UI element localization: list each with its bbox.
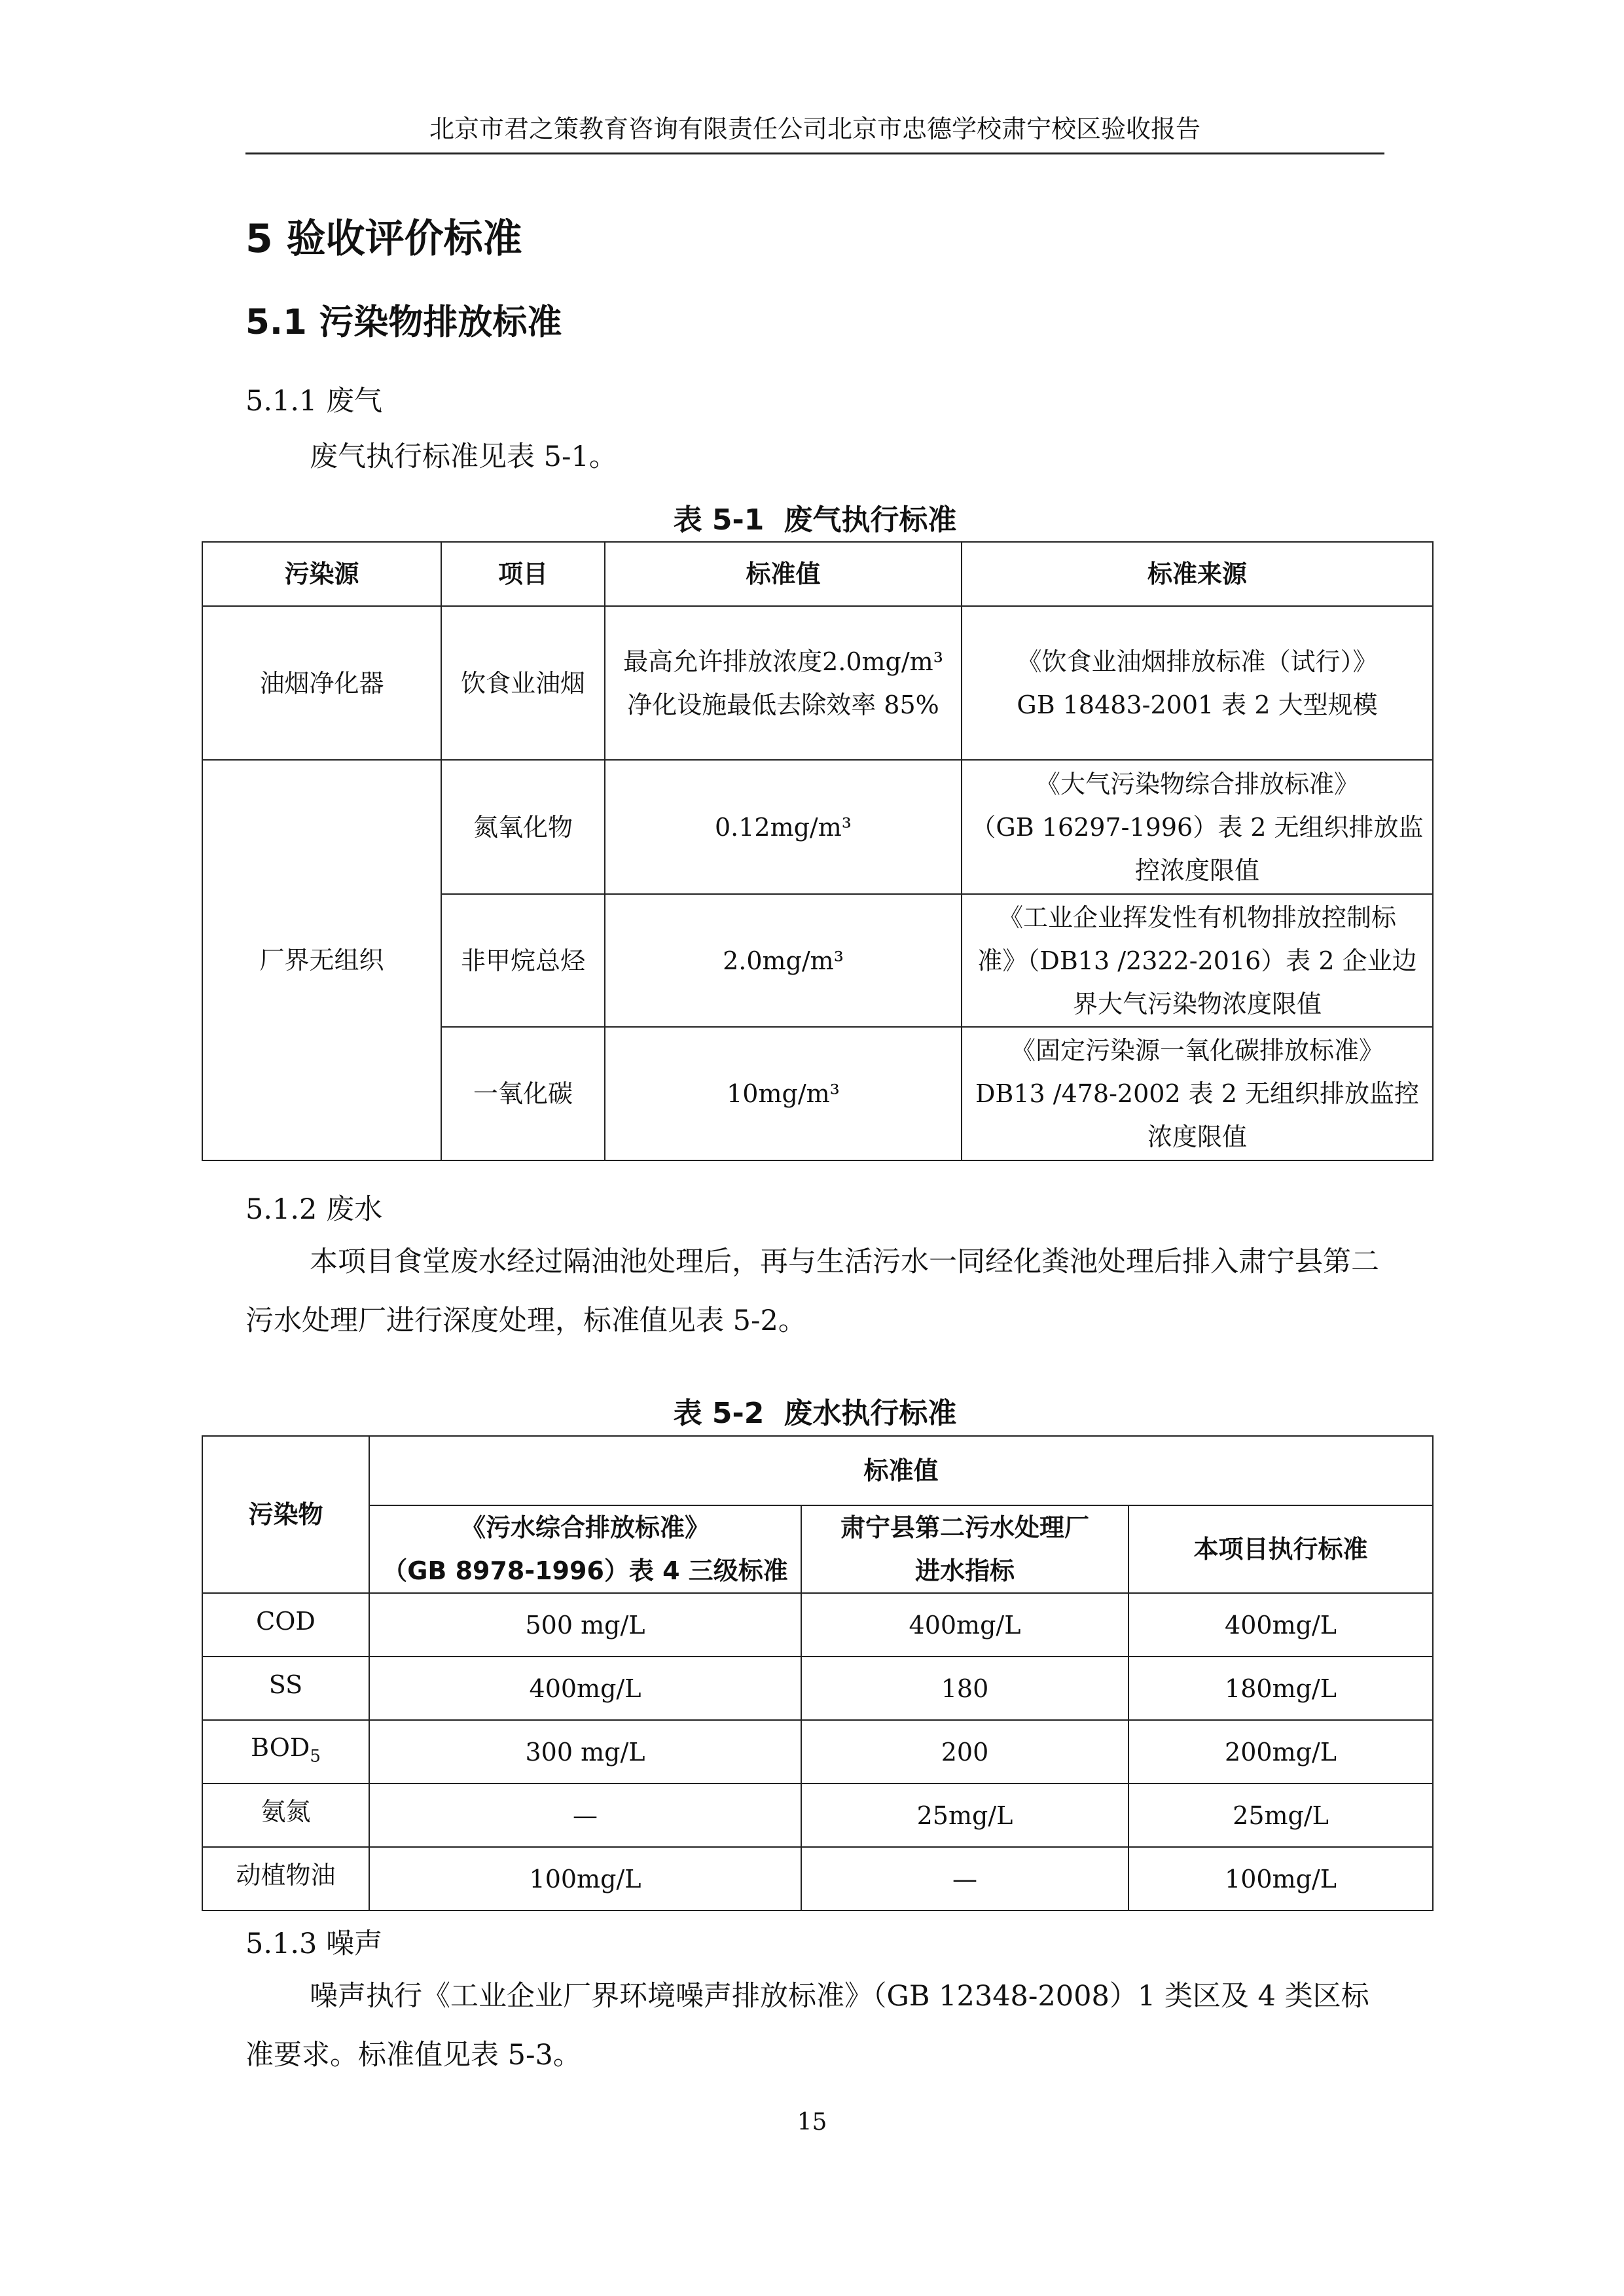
value-cell: 2.0mg/m³ xyxy=(605,894,962,1027)
header-rule xyxy=(245,152,1384,154)
pollutant-cell xyxy=(202,1720,369,1784)
table-row xyxy=(202,606,1433,760)
value-cell: 100mg/L xyxy=(369,1847,801,1910)
value-cell: 300 mg/L xyxy=(369,1720,801,1784)
reference-cell xyxy=(962,894,1433,1027)
value-cell: 10mg/m³ xyxy=(605,1027,962,1160)
header-line: 进水指标 xyxy=(914,1556,1015,1585)
value-cell: 25mg/L xyxy=(801,1784,1128,1847)
table-header-row xyxy=(202,542,1433,606)
value-cell: 400mg/L xyxy=(801,1593,1128,1657)
item-cell: 饮食业油烟 xyxy=(441,606,605,760)
header-cell: 污染物 xyxy=(202,1436,369,1593)
value-cell: 500 mg/L xyxy=(369,1593,801,1657)
value-cell: — xyxy=(369,1784,801,1847)
reference-line: 《大气污染物综合排放标准》 xyxy=(1035,769,1359,798)
table-5-1-title: 废气执行标准 xyxy=(784,503,957,537)
pollutant-name: COD xyxy=(256,1606,316,1636)
reference-line: 《工业企业挥发性有机物排放控制标 xyxy=(998,903,1396,932)
header-cell: 标准值 xyxy=(369,1436,1433,1505)
reference-line: 《饮食业油烟排放标准（试行）》 xyxy=(1017,647,1378,676)
table-row xyxy=(202,1784,1433,1847)
header-cell xyxy=(369,1505,801,1593)
header-cell: 项目 xyxy=(441,542,605,606)
value-cell: 180 xyxy=(801,1657,1128,1720)
table-header-row xyxy=(202,1505,1433,1593)
reference-line: 准》（DB13 /2322-2016）表 2 企业边 xyxy=(977,946,1417,975)
table-5-1-number: 表 5-1 xyxy=(673,503,765,537)
subsection-title: 5.1 污染物排放标准 xyxy=(245,302,562,342)
value-cell: 200mg/L xyxy=(1128,1720,1433,1784)
value-cell: 400mg/L xyxy=(369,1657,801,1720)
reference-line: 《固定污染源一氧化碳排放标准》 xyxy=(1010,1036,1384,1065)
table-row xyxy=(202,1657,1433,1720)
header-line: 肃宁县第二污水处理厂 xyxy=(840,1513,1089,1542)
value-line: 净化设施最低去除效率 85% xyxy=(627,690,939,719)
noise-intro: 噪声执行《工业企业厂界环境噪声排放标准》（GB 12348-2008）1 类区及 4 类区标准要求。标准值见表 5-3。 xyxy=(245,1980,1369,2072)
header-cell: 污染源 xyxy=(202,542,441,606)
table-5-1-caption xyxy=(245,501,1384,540)
value-cell: — xyxy=(801,1847,1128,1910)
running-header: 北京市君之策教育咨询有限责任公司北京市忠德学校肃宁校区验收报告 xyxy=(429,115,1200,143)
value-cell: 0.12mg/m³ xyxy=(605,760,962,894)
value-cell: 200 xyxy=(801,1720,1128,1784)
noise-heading: 5.1.3 噪声 xyxy=(245,1928,383,1960)
value-cell: 400mg/L xyxy=(1128,1593,1433,1657)
reference-line: DB13 /478-2002 表 2 无组织排放监控 xyxy=(975,1079,1420,1108)
reference-cell xyxy=(962,606,1433,760)
table-row xyxy=(202,1593,1433,1657)
header-cell: 标准值 xyxy=(605,542,962,606)
item-cell: 氮氧化物 xyxy=(441,760,605,894)
value-cell: 180mg/L xyxy=(1128,1657,1433,1720)
header-cell xyxy=(801,1505,1128,1593)
water-standard-table xyxy=(202,1435,1434,1911)
pollutant-name: BOD xyxy=(251,1732,310,1762)
source-cell: 油烟净化器 xyxy=(202,606,441,760)
value-cell xyxy=(605,606,962,760)
pollutant-cell xyxy=(202,1657,369,1720)
source-cell: 厂界无组织 xyxy=(202,760,441,1160)
reference-cell xyxy=(962,1027,1433,1160)
table-row xyxy=(202,1847,1433,1910)
table-row xyxy=(202,1720,1433,1784)
pollutant-cell xyxy=(202,1593,369,1657)
air-heading: 5.1.1 废气 xyxy=(245,385,383,418)
pollutant-subscript: 5 xyxy=(310,1746,321,1767)
reference-line: 控浓度限值 xyxy=(1134,855,1259,885)
reference-line: （GB 16297-1996）表 2 无组织排放监 xyxy=(971,812,1424,842)
reference-line: 浓度限值 xyxy=(1147,1122,1247,1151)
value-cell: 100mg/L xyxy=(1128,1847,1433,1910)
header-line: 《污水综合排放标准》 xyxy=(460,1513,710,1542)
air-intro: 废气执行标准见表 5-1。 xyxy=(310,440,617,473)
pollutant-cell xyxy=(202,1784,369,1847)
header-cell: 标准来源 xyxy=(962,542,1433,606)
value-line: 最高允许排放浓度2.0mg/m³ xyxy=(623,647,943,676)
section-title: 5 验收评价标准 xyxy=(245,216,522,262)
value-cell: 25mg/L xyxy=(1128,1784,1433,1847)
item-cell: 一氧化碳 xyxy=(441,1027,605,1160)
pollutant-name: 动植物油 xyxy=(236,1860,336,1890)
page-number: 15 xyxy=(797,2109,827,2136)
water-heading: 5.1.2 废水 xyxy=(245,1193,383,1226)
header-cell: 本项目执行标准 xyxy=(1128,1505,1433,1593)
pollutant-name: 氨氮 xyxy=(261,1797,311,1826)
table-5-2-number: 表 5-2 xyxy=(673,1397,765,1430)
table-header-row xyxy=(202,1436,1433,1505)
item-cell: 非甲烷总烃 xyxy=(441,894,605,1027)
air-standard-table xyxy=(202,541,1434,1161)
header-line: （GB 8978-1996）表 4 三级标准 xyxy=(382,1556,788,1585)
pollutant-cell xyxy=(202,1847,369,1910)
reference-line: 界大气污染物浓度限值 xyxy=(1072,989,1322,1018)
table-5-2-caption xyxy=(245,1394,1384,1433)
table-5-2-title: 废水执行标准 xyxy=(784,1397,957,1430)
table-row xyxy=(202,760,1433,894)
reference-cell xyxy=(962,760,1433,894)
water-intro: 本项目食堂废水经过隔油池处理后，再与生活污水一同经化粪池处理后排入肃宁县第二污水处理厂进行深度处理，标准值见表 5-2。 xyxy=(245,1246,1379,1337)
reference-line: GB 18483-2001 表 2 大型规模 xyxy=(1017,690,1378,719)
pollutant-name: SS xyxy=(268,1670,303,1699)
